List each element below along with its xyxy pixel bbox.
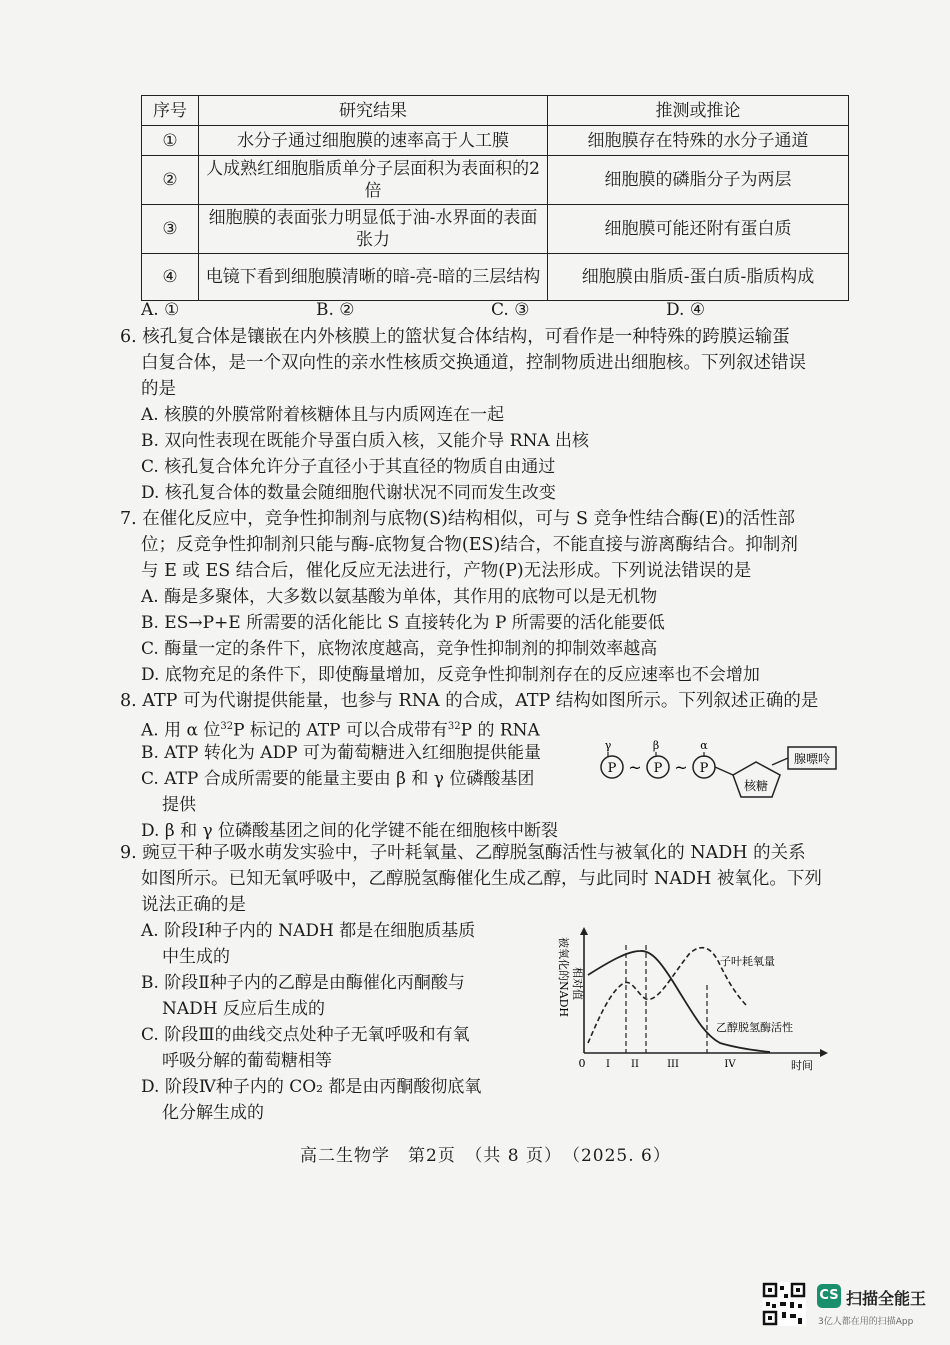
q6-option-b: B. 双向性表现在既能介导蛋白质入核，又能介导 RNA 出核 [141,431,590,451]
p-label: P [653,761,663,776]
cs-logo: CS [817,1284,841,1308]
q6-option-c: C. 核孔复合体允许分子直径小于其直径的物质自由通过 [141,457,556,477]
row-inference: 细胞膜由脂质-蛋白质-脂质构成 [548,254,849,301]
row-no: ① [142,126,199,156]
q5-option-b: B. ② [316,300,355,320]
table-row [142,156,849,205]
beta-label: β [652,739,660,752]
q6-option-a: A. 核膜的外膜常附着核糖体且与内质网连在一起 [141,405,505,425]
q9-stem-line: 说法正确的是 [141,895,246,915]
q7-stem-line: 7. 在催化反应中，竞争性抑制剂与底物(S)结构相似，可与 S 竞争性结合酶(E)的活性部 [120,509,795,529]
q9-chart [540,925,840,1080]
y-axis-label: 被氧化的NADH [557,937,570,1017]
q7-option-a: A. 酶是多聚体，大多数以氨基酸为单体，其作用的底物可以是无机物 [141,587,658,607]
q8-option-c-cont: 提供 [162,795,196,815]
row-inference: 细胞膜的磷脂分子为两层 [548,156,849,205]
q7-option-c: C. 酶量一定的条件下，底物浓度越高，竞争性抑制剂的抑制效率越高 [141,639,658,659]
results-table [141,95,849,301]
q5-option-d: D. ④ [666,300,706,320]
q6-option-d: D. 核孔复合体的数量会随细胞代谢状况不同而发生改变 [141,483,556,503]
q7-option-b: B. ES→P+E 所需要的活化能比 S 直接转化为 P 所需要的活化能要低 [141,613,665,633]
q8-option-a-mid: P 标记的 ATP 可以合成带有 [233,720,448,741]
q8-option-a-post: P 的 RNA [460,720,540,741]
q9-stem-line: 9. 豌豆干种子吸水萌发实验中，子叶耗氧量、乙醇脱氢酶活性与被氧化的 NADH 的关系 [120,843,806,863]
qr-code-icon [762,1282,806,1326]
q8-option-d: D. β 和 γ 位磷酸基团之间的化学键不能在细胞核中断裂 [141,821,559,841]
x-axis-label: 时间 [791,1059,813,1072]
row-no: ③ [142,205,199,254]
q9-option-a: A. 阶段Ⅰ种子内的 NADH 都是在细胞质基质 [141,921,476,941]
p-label: P [607,761,617,776]
y-axis-arrow [580,927,588,935]
stage-label: II [631,1059,639,1070]
row-inference: 细胞膜存在特殊的水分子通道 [548,126,849,156]
q9-option-c-cont: 呼吸分解的葡萄糖相等 [162,1051,332,1071]
q8-option-a-sup1: 32 [220,721,234,732]
table-row [142,205,849,254]
q8-option-c: C. ATP 合成所需要的能量主要由 β 和 γ 位磷酸基团 [141,769,535,789]
q9-option-d: D. 阶段Ⅳ种子内的 CO₂ 都是由丙酮酸彻底氧 [141,1077,482,1097]
high-energy-bond: ~ [674,758,688,777]
atp-structure-diagram [590,735,850,825]
q8-stem: 8. ATP 可为代谢提供能量，也参与 RNA 的合成，ATP 结构如图所示。下列叙述正确的是 [120,691,819,711]
y-axis-label: 相对值 [571,967,584,1000]
q8-option-a-pre: A. 用 α 位 [141,720,221,741]
stage-label: IV [724,1059,736,1070]
row-result: 人成熟红细胞脂质单分子层面积为表面积的2倍 [199,156,548,205]
curve2-label: 乙醇脱氢酶活性 [716,1021,793,1034]
q6-stem-line: 白复合体，是一个双向性的亲水性核质交换通道，控制物质进出细胞核。下列叙述错误 [141,353,806,373]
row-result: 水分子通过细胞膜的速率高于人工膜 [199,126,548,156]
high-energy-bond: ~ [628,758,642,777]
q9-option-b: B. 阶段Ⅱ种子内的乙醇是由酶催化丙酮酸与 [141,973,465,993]
q6-stem-line: 6. 核孔复合体是镶嵌在内外核膜上的篮状复合体结构，可看作是一种特殊的跨膜运输蛋 [120,327,790,347]
header-result: 研究结果 [199,96,548,126]
header-no: 序号 [142,96,199,126]
q7-stem-line: 位；反竞争性抑制剂只能与酶-底物复合物(ES)结合，不能直接与游离酶结合。抑制剂 [141,535,798,555]
q9-option-b-cont: NADH 反应后生成的 [162,999,326,1019]
table-header-row [142,96,849,126]
q7-stem-line: 与 E 或 ES 结合后，催化反应无法进行，产物(P)无法形成。下列说法错误的是 [141,561,752,581]
scanner-app-subtitle: 3亿人都在用的扫描App [818,1317,914,1327]
q9-option-d-cont: 化分解生成的 [162,1103,264,1123]
row-no: ② [142,156,199,205]
q9-option-c: C. 阶段Ⅲ的曲线交点处种子无氧呼吸和有氧 [141,1025,470,1045]
row-result: 电镜下看到细胞膜清晰的暗-亮-暗的三层结构 [199,254,548,301]
ribose-label: 核糖 [743,779,769,793]
q8-option-b: B. ATP 转化为 ADP 可为葡萄糖进入红细胞提供能量 [141,743,541,763]
stage-label: III [667,1059,679,1070]
gamma-label: γ [604,739,612,752]
alpha-label: α [700,739,708,752]
adenine-label: 腺嘌呤 [793,752,831,766]
row-result: 细胞膜的表面张力明显低于油-水界面的表面张力 [199,205,548,254]
header-inference: 推测或推论 [548,96,849,126]
q8-option-a-sup2: 32 [447,721,461,732]
p-label: P [699,761,709,776]
origin-label: 0 [578,1057,586,1070]
q7-option-d: D. 底物充足的条件下，即使酶量增加，反竞争性抑制剂存在的反应速率也不会增加 [141,665,760,685]
row-no: ④ [142,254,199,301]
table-row [142,126,849,156]
curve1-label: 子叶耗氧量 [720,955,775,968]
row-inference: 细胞膜可能还附有蛋白质 [548,205,849,254]
q5-option-c: C. ③ [491,300,530,320]
q6-stem-line: 的是 [141,379,176,399]
stage-label: I [606,1059,610,1070]
scanner-app-title: 扫描全能王 [846,1289,927,1308]
table-row [142,254,849,301]
bond-line [715,767,733,775]
page-footer: 高二生物学 第2页 （共 8 页） （2025. 6） [300,1146,671,1166]
q9-stem-line: 如图所示。已知无氧呼吸中，乙醇脱氢酶催化生成乙醇，与此同时 NADH 被氧化。下列 [141,869,822,889]
bond-line [772,758,788,765]
x-axis-arrow [820,1049,828,1057]
q5-option-a: A. ① [141,300,180,320]
q9-option-a-cont: 中生成的 [162,947,230,967]
